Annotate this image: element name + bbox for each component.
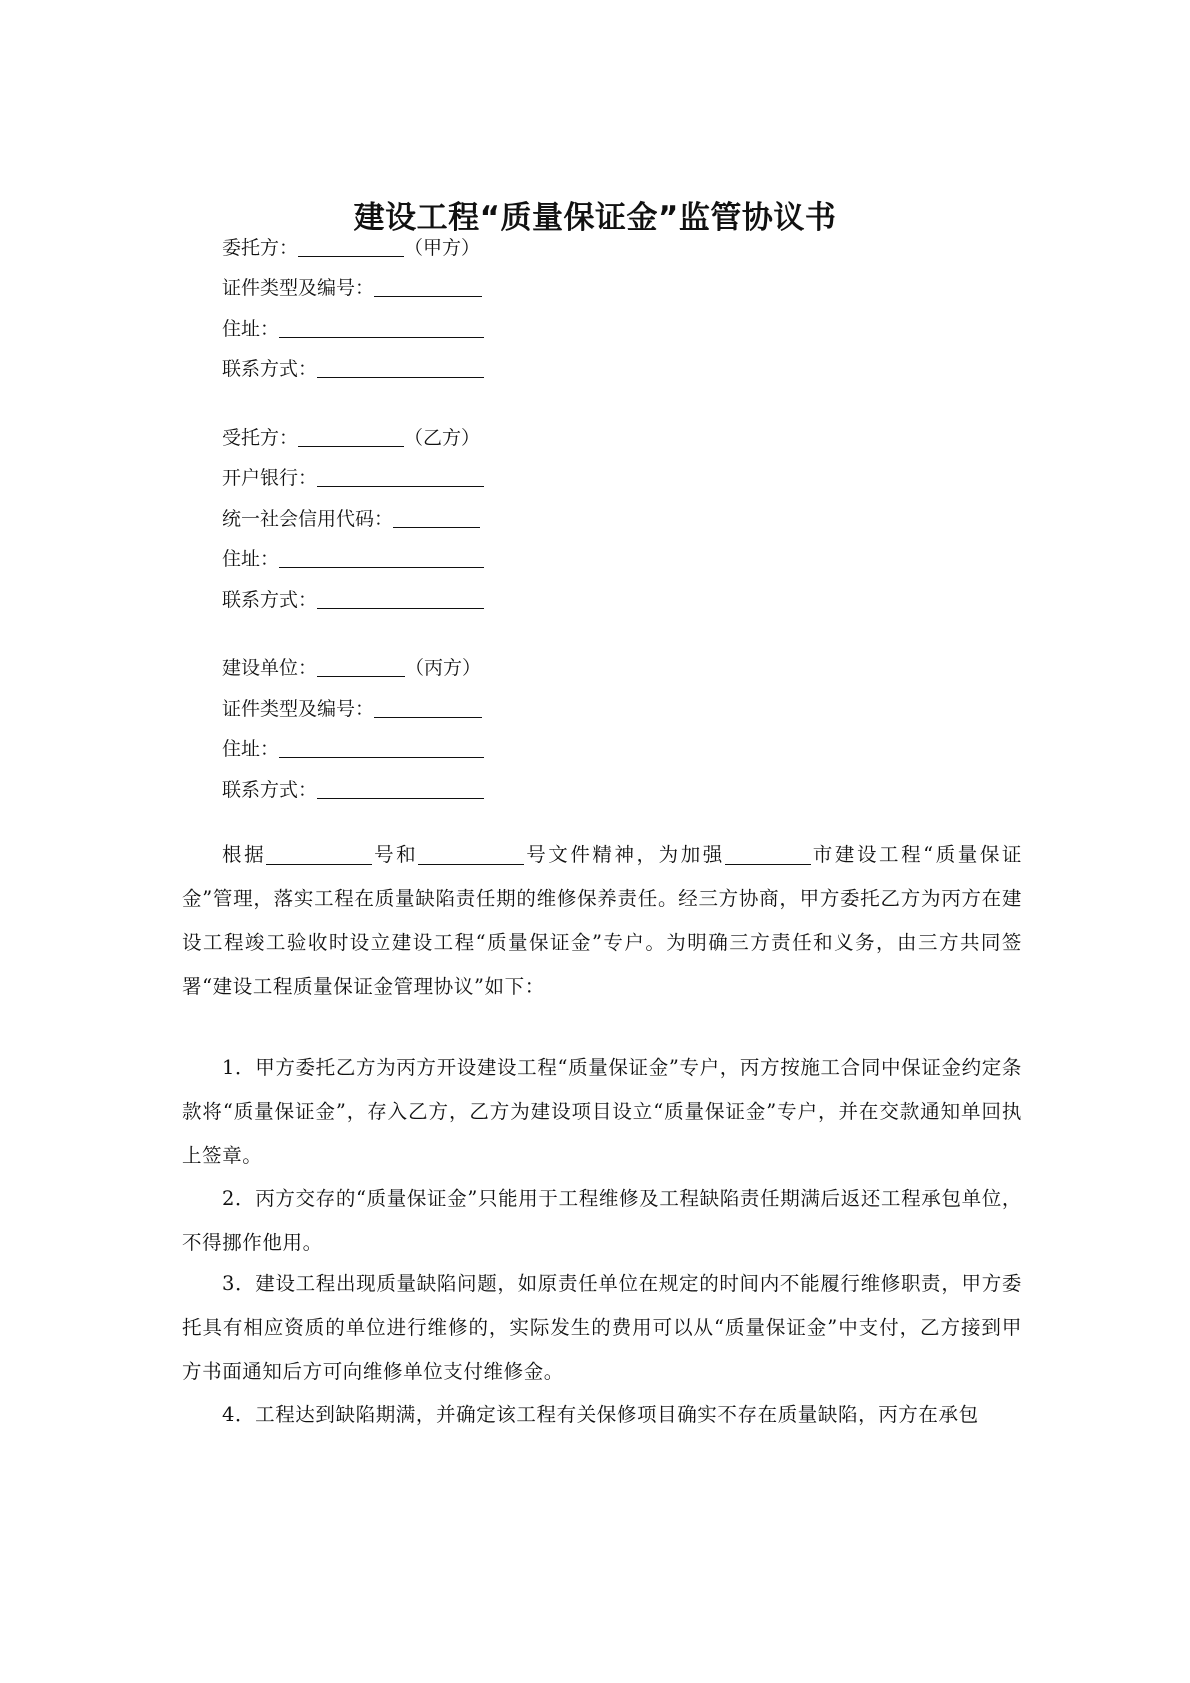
party-a-id-label: 证件类型及编号： — [222, 277, 375, 299]
preamble-text-4: 市建设工程“质量保证金”管理，落实工程在质量缺陷责任期的维修保养责任。经三方协商，甲方委托乙方为丙方在建设工程竣工验收时设立建设工程“质量保证金”专户。为明确三方责任和义务，由三方共同签署“建设工程质量保证金管理协议”如下： — [182, 843, 1022, 998]
preamble-paragraph — [182, 833, 1022, 1009]
preamble-text-2: 号和 — [372, 843, 419, 866]
party-c-builder-line — [222, 655, 481, 681]
party-b-credit-line — [222, 506, 480, 532]
party-b-bank-line — [222, 465, 484, 491]
party-b-bank-blank[interactable] — [317, 466, 484, 487]
party-a-client-blank[interactable] — [298, 236, 404, 257]
party-c-address-blank[interactable] — [279, 737, 484, 758]
party-b-address-label: 住址： — [222, 548, 280, 570]
party-a-client-line — [222, 235, 480, 261]
party-b-trustee-suffix: （乙方） — [404, 427, 481, 449]
party-c-id-blank[interactable] — [374, 697, 482, 718]
party-c-id-label: 证件类型及编号： — [222, 698, 375, 720]
party-a-contact-label: 联系方式： — [222, 358, 318, 380]
party-b-credit-label: 统一社会信用代码： — [222, 508, 394, 530]
party-b-credit-blank[interactable] — [393, 507, 480, 528]
party-b-contact-blank[interactable] — [317, 588, 484, 609]
party-a-client-label: 委托方： — [222, 237, 299, 259]
party-c-contact-blank[interactable] — [317, 778, 484, 799]
party-a-client-suffix: （甲方） — [404, 237, 481, 259]
party-a-contact-blank[interactable] — [317, 357, 484, 378]
party-c-address-line — [222, 736, 484, 762]
party-a-id-line — [222, 275, 482, 301]
party-c-builder-suffix: （丙方） — [405, 657, 482, 679]
party-b-address-blank[interactable] — [279, 547, 484, 568]
party-c-contact-label: 联系方式： — [222, 779, 318, 801]
preamble-text-1: 根据 — [222, 843, 267, 866]
preamble-doc-number-2-blank[interactable] — [418, 842, 524, 865]
party-a-id-blank[interactable] — [374, 276, 482, 297]
party-a-address-line — [222, 316, 484, 342]
party-b-contact-line — [222, 587, 484, 613]
clause-3: 3．建设工程出现质量缺陷问题，如原责任单位在规定的时间内不能履行维修职责，甲方委托具有相应资质的单位进行维修的，实际发生的费用可以从“质量保证金”中支付，乙方接到甲方书面通知后方可向维修单位支付维修金。 — [182, 1272, 1022, 1383]
party-b-contact-label: 联系方式： — [222, 589, 318, 611]
preamble-text-3: 号文件精神，为加强 — [524, 843, 725, 866]
clause-2: 2．丙方交存的“质量保证金”只能用于工程维修及工程缺陷责任期满后返还工程承包单位，不得挪作他用。 — [182, 1187, 1022, 1254]
party-c-builder-label: 建设单位： — [222, 657, 318, 679]
party-a-address-label: 住址： — [222, 318, 280, 340]
party-c-id-line — [222, 696, 482, 722]
preamble-city-blank[interactable] — [725, 842, 811, 865]
clause-1: 1．甲方委托乙方为丙方开设建设工程“质量保证金”专户，丙方按施工合同中保证金约定条款将“质量保证金”，存入乙方，乙方为建设项目设立“质量保证金”专户，并在交款通知单回执上签章。 — [182, 1056, 1022, 1167]
party-a-contact-line — [222, 356, 484, 382]
party-a-address-blank[interactable] — [279, 317, 484, 338]
party-b-trustee-line — [222, 425, 480, 451]
preamble-doc-number-1-blank[interactable] — [266, 842, 372, 865]
party-b-address-line — [222, 546, 484, 572]
document-title: 建设工程“质量保证金”监管协议书 — [353, 200, 837, 236]
party-c-builder-blank[interactable] — [317, 656, 405, 677]
party-b-bank-label: 开户银行： — [222, 467, 318, 489]
party-b-trustee-label: 受托方： — [222, 427, 299, 449]
party-c-address-label: 住址： — [222, 738, 280, 760]
party-b-trustee-blank[interactable] — [298, 426, 404, 447]
party-c-contact-line — [222, 777, 484, 803]
clause-4: 4．工程达到缺陷期满，并确定该工程有关保修项目确实不存在质量缺陷，丙方在承包 — [222, 1403, 979, 1426]
